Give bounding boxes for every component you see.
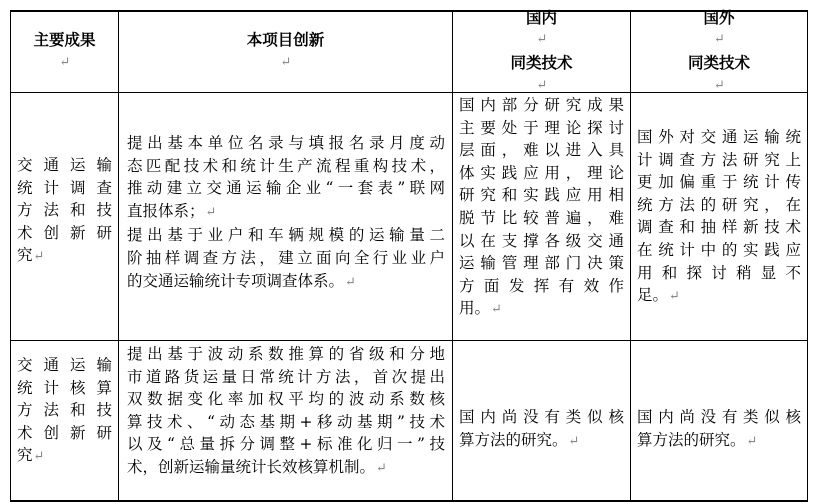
row2-innovation-line: 双数据变化率加权平均的波动系数核: [127, 390, 445, 409]
row1-domestic-line: 层面，难以进入具: [459, 141, 624, 160]
row1-foreign-line: 足。↵: [637, 286, 680, 305]
row1-foreign-line: 统方法的研究，在: [637, 195, 801, 214]
row2-foreign-cell: [631, 406, 807, 453]
row1-innovation-line: 推动建立交通运输企业“一套表”联网: [127, 179, 445, 198]
row1-result-line: 方法和技: [17, 201, 112, 220]
row2-result-line: 交通运输: [17, 356, 112, 374]
row2-result-line: 统计核算: [17, 378, 112, 397]
row1-domestic-line: 体实践应用，理论: [459, 163, 624, 182]
row1-innovation-line: 阶抽样调查方法，建立面向全行业业户: [127, 248, 445, 267]
row1-innovation-line: 提出基本单位名录与填报名录月度动: [127, 134, 445, 152]
row1-domestic-line: 国内部分研究成果: [459, 96, 624, 114]
row2-result-line: 术创新研: [17, 423, 112, 442]
rule-bottom: [10, 500, 808, 502]
row2-innovation-line: 提出基于波动系数推算的省级和分地: [127, 345, 445, 363]
row1-result-line: 究↵: [17, 246, 45, 265]
row1-foreign-line: 用和探讨稍显不: [637, 263, 801, 282]
rule-right: [807, 10, 808, 502]
row1-domestic-line: 运输管理部门决策: [459, 254, 624, 273]
row1-foreign-line: 在统计中的实践应: [637, 240, 801, 259]
row2-innovation-line: 算技术、“动态基期+移动基期”技术: [127, 412, 445, 431]
row2-innovation-line: 以及“总量拆分调整+标准化归一”技: [127, 435, 445, 454]
row2-innovation-cell: [121, 343, 451, 481]
row1-foreign-line: 调查和抽样新技术: [637, 218, 801, 237]
row2-result-cell: [11, 354, 118, 469]
row2-innovation-line: 市道路货运量日常统计方法，首次提出: [127, 367, 445, 386]
row2-domestic-line: 国内尚没有类似核: [459, 408, 624, 426]
row1-domestic-line: 脱节比较普遍，难: [459, 208, 624, 227]
comparison-table: [10, 7, 808, 502]
row1-result-line: 交通运输: [17, 156, 112, 174]
row1-innovation-line: 直报体系；↵: [127, 201, 217, 220]
rule-row1-bottom: [10, 340, 808, 341]
row1-domestic-line: 用。↵: [459, 299, 502, 318]
row2-innovation-line: 术，创新运输量统计长效核算机制。↵: [127, 457, 387, 476]
row1-foreign-cell: [631, 126, 807, 309]
header-foreign: 国外 ↵ 同类技术 ↵: [687, 7, 750, 93]
row1-domestic-line: 主要处于理论探讨: [459, 118, 624, 137]
row1-domestic-cell: [453, 94, 630, 322]
row1-innovation-cell: [121, 132, 451, 294]
row1-foreign-line: 更加偏重于统计传: [637, 173, 801, 192]
header-main-result: 主要成果 ↵: [33, 30, 96, 70]
row1-foreign-line: 计调查方法研究上: [637, 150, 801, 169]
header-domestic: 国内 ↵ 同类技术 ↵: [510, 7, 573, 93]
header-innovation: 本项目创新 ↵: [246, 30, 325, 70]
row2-domestic-cell: [453, 406, 630, 453]
row2-foreign-line: 算方法的研究。↵: [637, 430, 758, 449]
row2-foreign-line: 国内尚没有类似核: [637, 408, 801, 426]
row2-domestic-line: 算方法的研究。↵: [459, 430, 580, 449]
row1-domestic-line: 方面发挥有效作: [459, 276, 624, 295]
row1-innovation-line: 态匹配技术和统计生产流程重构技术，: [127, 156, 445, 175]
row1-domestic-line: 研究和实践应用相: [459, 186, 624, 205]
row2-result-line: 究↵: [17, 446, 45, 465]
row1-result-line: 统计调查: [17, 178, 112, 197]
row1-foreign-line: 国外对交通运输统: [637, 128, 801, 146]
row1-result-line: 术创新研: [17, 223, 112, 242]
row1-innovation-line: 的交通运输统计专项调查体系。↵: [127, 271, 356, 290]
row1-result-cell: [11, 154, 118, 269]
row1-domestic-line: 以在支撑各级交通: [459, 231, 624, 250]
row2-result-line: 方法和技: [17, 401, 112, 420]
row1-innovation-line: 提出基于业户和车辆规模的运输量二: [127, 226, 445, 245]
